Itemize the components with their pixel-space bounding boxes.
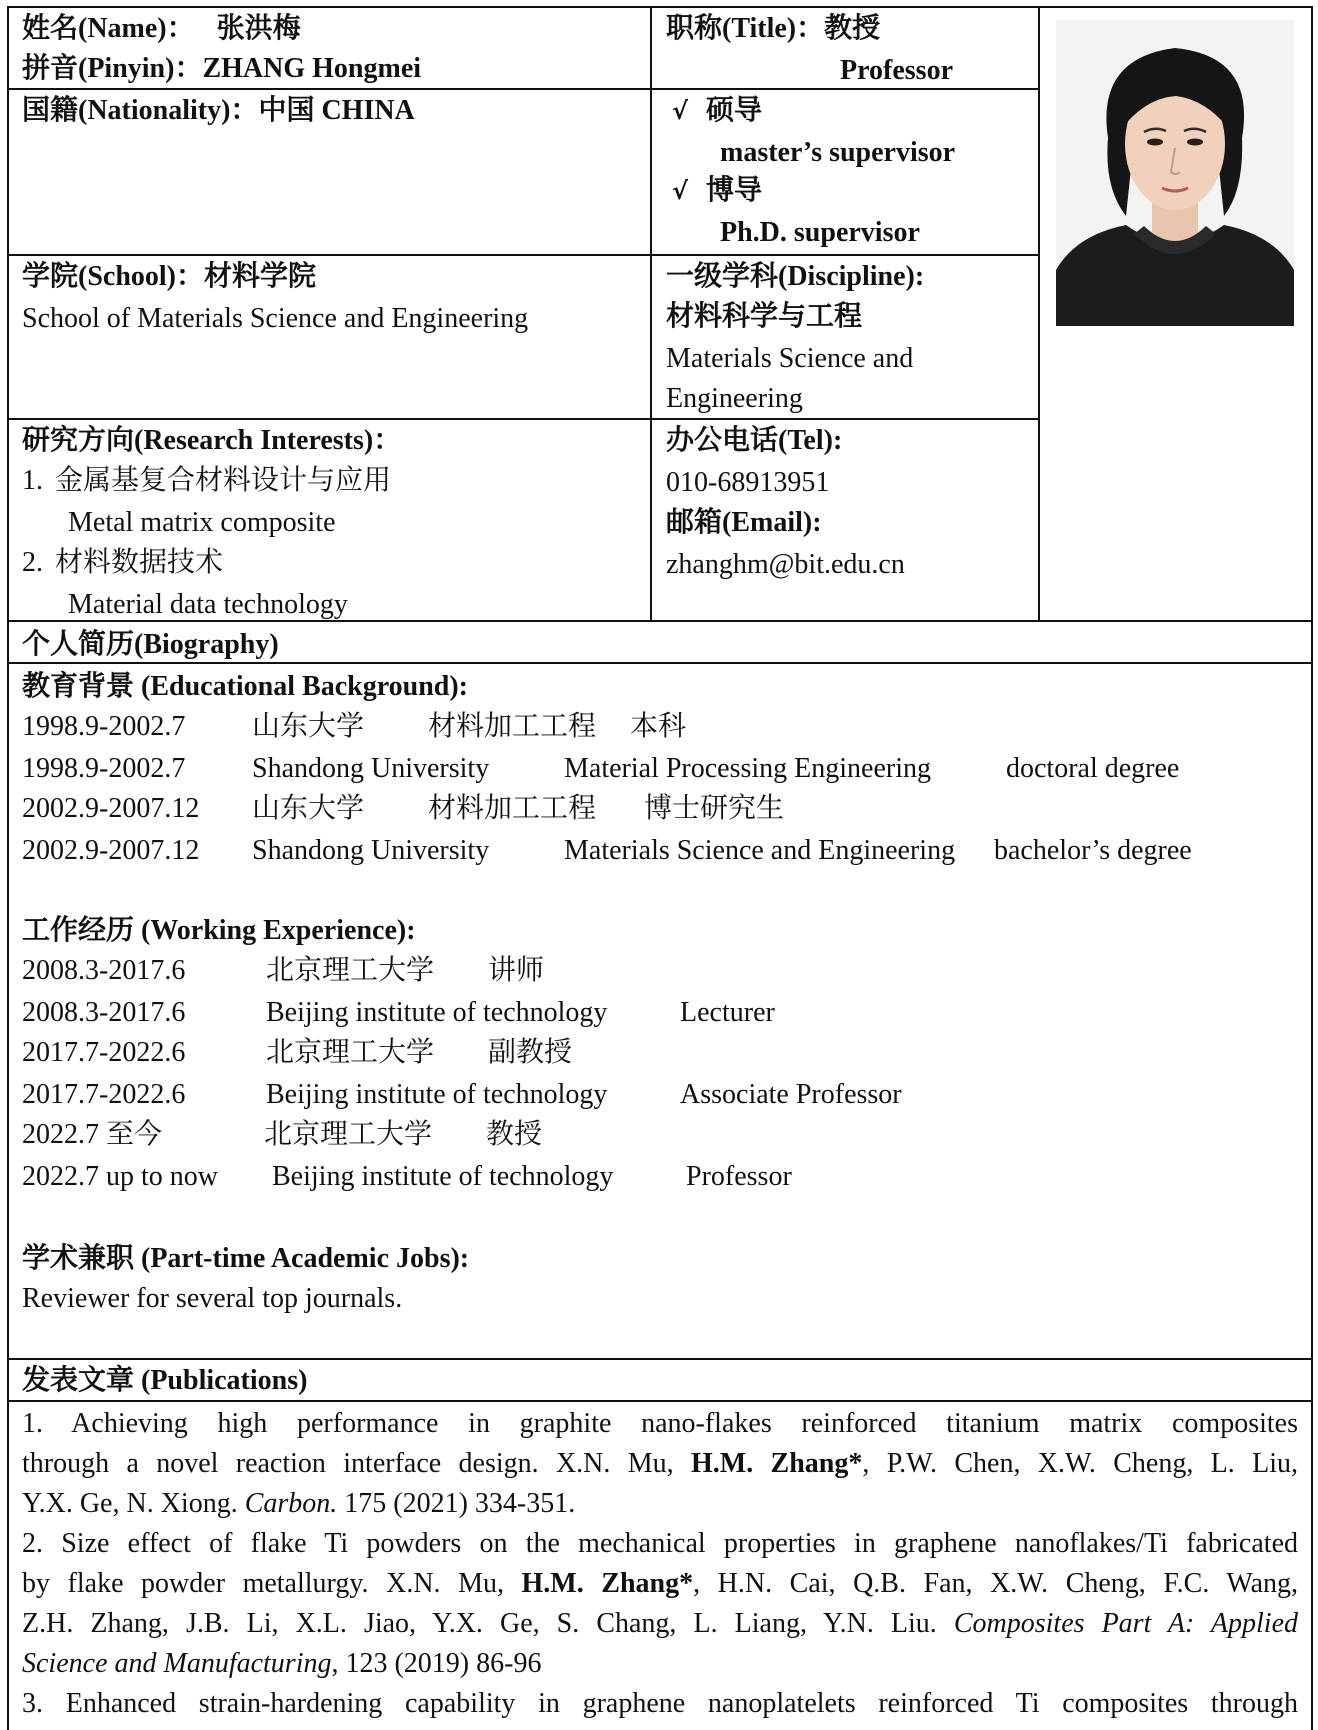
nationality-field: 国籍(Nationality)：中国 CHINA [22, 95, 415, 126]
author-highlight: H.M. Zhang* [521, 1568, 694, 1599]
school-field: 学院(School)：材料学院 [22, 261, 317, 292]
research-item-2: 2. 材料数据技术 [22, 547, 224, 578]
portrait-illustration [1056, 20, 1294, 326]
discipline-cn: 材料科学与工程 [666, 301, 863, 332]
publication-line: 2. Size effect of flake Ti powders on the mechanical properties in graphene nanoflakes/Ti fabricated [22, 1528, 1298, 1559]
row-divider-parttime [7, 1358, 1313, 1360]
check-icon: √ [672, 97, 689, 125]
supervisor-master-en: master’s supervisor [720, 137, 956, 168]
publication-line: Z.H. Zhang, J.B. Li, X.L. Jiao, Y.X. Ge, S. Chang, L. Liang, Y.N. Liu. Composites Part A: Applied [22, 1608, 1298, 1639]
publication-line: Y.X. Ge, N. Xiong. Carbon. 175 (2021) 334-351. [22, 1488, 576, 1519]
work-heading: 工作经历 (Working Experience): [22, 915, 416, 946]
work-row: 2008.3-2017.6 Beijing institute of technology Lecturer [22, 997, 775, 1028]
research-item-1-en: Metal matrix composite [68, 507, 336, 538]
supervisor-phd: √ 博导 [672, 175, 763, 206]
work-row: 2022.7 至今 北京理工大学 教授 [22, 1119, 543, 1150]
table-border-right [1311, 6, 1313, 1730]
publications-heading: 发表文章 (Publications) [22, 1365, 308, 1396]
column-divider-2 [1038, 6, 1040, 620]
author-highlight: H.M. Zhang* [690, 1448, 863, 1479]
education-row: 1998.9-2002.7 Shandong University Material Processing Engineering doctoral degree [22, 753, 1180, 784]
profile-photo [1056, 20, 1294, 326]
education-row: 2002.9-2007.12 Shandong University Materials Science and Engineering bachelor’s degree [22, 835, 1192, 866]
row-divider-nationality [7, 254, 1038, 256]
title-field: 职称(Title)：教授 [666, 13, 881, 44]
education-heading: 教育背景 (Educational Background): [22, 671, 468, 702]
tel-value: 010-68913951 [666, 467, 830, 498]
check-icon: √ [672, 177, 689, 205]
table-border-left [7, 6, 9, 1730]
journal-name: Science and Manufacturing [22, 1648, 332, 1679]
pinyin-field: 拼音(Pinyin)：ZHANG Hongmei [22, 53, 422, 84]
work-row: 2017.7-2022.6 Beijing institute of technology Associate Professor [22, 1079, 902, 1110]
publication-line: by flake powder metallurgy. X.N. Mu, H.M. Zhang*, H.N. Cai, Q.B. Fan, X.W. Cheng, F.C. Wang, [22, 1568, 1298, 1599]
parttime-heading: 学术兼职 (Part-time Academic Jobs): [22, 1243, 470, 1274]
publication-line: 1. Achieving high performance in graphite nano-flakes reinforced titanium matrix composites [22, 1408, 1298, 1439]
row-divider-school [7, 418, 1038, 420]
column-divider-1 [650, 6, 652, 620]
publication-item [22, 1404, 1298, 1524]
work-row: 2022.7 up to now Beijing institute of technology Professor [22, 1161, 792, 1192]
row-divider-name [7, 88, 650, 90]
work-row: 2008.3-2017.6 北京理工大学 讲师 [22, 955, 545, 986]
journal-name: Carbon. [244, 1488, 338, 1519]
title-english: Professor [840, 55, 953, 86]
parttime-text: Reviewer for several top journals. [22, 1283, 403, 1314]
education-row: 1998.9-2002.7 山东大学 材料加工工程 本科 [22, 711, 687, 742]
research-item-1: 1. 金属基复合材料设计与应用 [22, 465, 392, 496]
publication-line: Science and Manufacturing, 123 (2019) 86-96 [22, 1648, 542, 1679]
publication-item [22, 1524, 1298, 1684]
tel-label: 办公电话(Tel): [666, 425, 843, 456]
discipline-en-2: Engineering [666, 383, 803, 414]
discipline-label: 一级学科(Discipline): [666, 261, 925, 292]
supervisor-phd-en: Ph.D. supervisor [720, 217, 920, 248]
email-value[interactable]: zhanghm@bit.edu.cn [666, 549, 905, 580]
table-border-top [7, 6, 1313, 8]
email-label: 邮箱(Email): [666, 507, 822, 538]
supervisor-master: √ 硕导 [672, 95, 763, 126]
research-label: 研究方向(Research Interests)： [22, 425, 402, 456]
education-row: 2002.9-2007.12 山东大学 材料加工工程 博士研究生 [22, 793, 785, 824]
research-item-2-en: Material data technology [68, 589, 348, 620]
school-english: School of Materials Science and Engineering [22, 303, 529, 334]
biography-heading: 个人简历(Biography) [22, 629, 279, 660]
work-row: 2017.7-2022.6 北京理工大学 副教授 [22, 1037, 573, 1068]
publication-item [22, 1684, 1298, 1724]
row-divider-publications [7, 1400, 1313, 1402]
publication-line: 3. Enhanced strain-hardening capability in graphene nanoplatelets reinforced Ti composites through [22, 1688, 1298, 1719]
journal-name: Composites Part A: Applied [953, 1608, 1298, 1639]
publication-line: through a novel reaction interface design. X.N. Mu, H.M. Zhang*, P.W. Chen, X.W. Cheng, L. Liu, [22, 1448, 1298, 1479]
name-field: 姓名(Name)： 张洪梅 [22, 13, 301, 44]
discipline-en-1: Materials Science and [666, 343, 914, 374]
